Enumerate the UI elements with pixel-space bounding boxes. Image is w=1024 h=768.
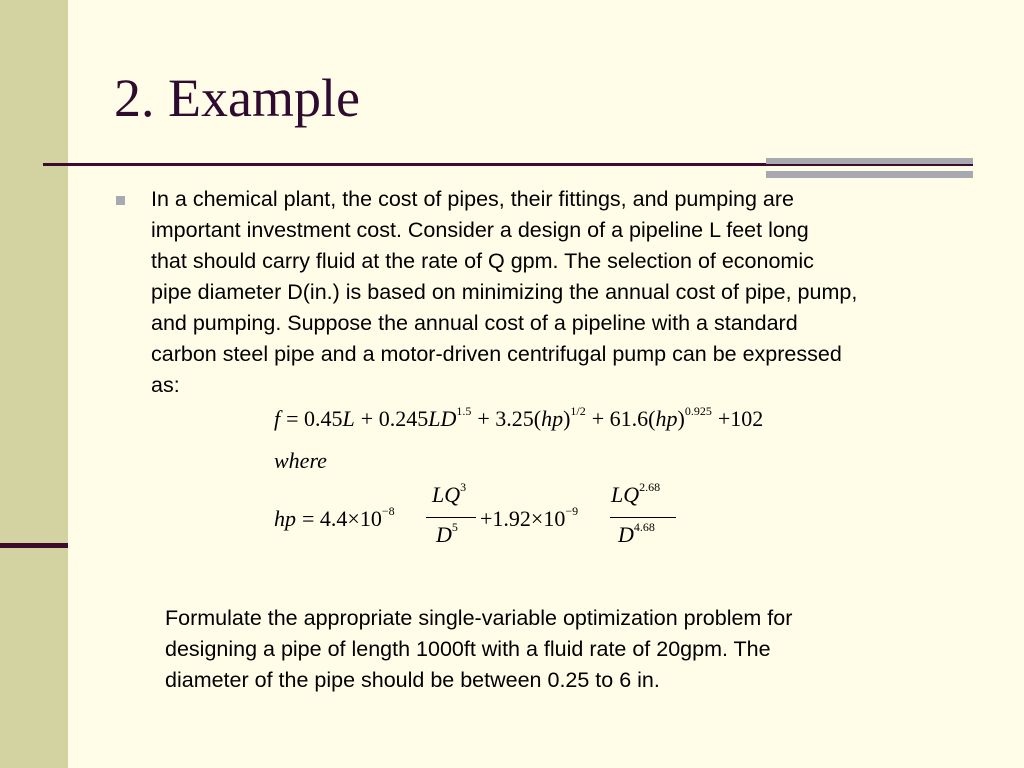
fraction-exponent: 5 [451,520,458,534]
rule-accent [766,158,973,178]
eq1-term: hp [541,406,564,431]
where-label: where [274,448,327,473]
bullet-marker [116,196,125,205]
side-band-accent [0,543,68,548]
fraction-exponent: 4.68 [633,520,655,534]
eq2-lhs: hp [274,506,296,531]
eq1-term: + 61.6( [591,406,656,431]
eq1-term: + 3.25( [477,406,542,431]
eq1-term: L [342,406,355,431]
fraction-bar [426,517,476,518]
eq2-coef: +1.92×10 [480,506,566,531]
eq2-exponent: −8 [381,504,395,518]
bullet-paragraph: In a chemical plant, the cost of pipes, their fittings, and pumping are important investment cost. Consider a design of a pipeline L feet long that should carry fluid at the rate of Q gpm. The selection of economic pipe diameter D(in.) is based on minimizing the annual cost of pipe, pump, and pumping. Suppose the annual cost of a pipeline with a standard carbon steel pipe and a motor-driven centrifugal pump can be expressed as: [151,187,858,397]
eq1-term: ) [677,406,685,431]
eq1-term: = 0.45 [286,406,343,431]
fraction-exponent: 3 [460,480,467,494]
eq1-term: LD [428,406,457,431]
eq1-term: ) [563,406,571,431]
eq1-lhs: f [274,406,281,431]
fraction-denominator: D [436,522,452,547]
eq1-exponent: 0.925 [684,404,712,418]
slide-title: 2. Example [114,68,360,128]
eq1-exponent: 1.5 [456,404,472,418]
fraction-numerator: LQ [432,482,461,507]
eq1-term: + 0.245 [360,406,429,431]
eq2-coef2-group [480,506,578,532]
fraction-denominator: D [618,522,634,547]
eq2-lhs-group [274,506,395,532]
side-band [0,0,68,768]
eq2-coef: = 4.4×10 [302,506,382,531]
task-paragraph: Formulate the appropriate single-variable optimization problem for designing a pipe of length 1000ft with a fluid rate of 20gpm. The diameter of the pipe should be between 0.25 to 6 in. [165,606,793,692]
fraction-bar [610,517,676,518]
fraction-numerator: LQ [611,482,640,507]
cost-equation [274,406,763,432]
eq2-exponent: −9 [565,504,579,518]
eq1-term: +102 [717,406,764,431]
fraction-exponent: 2.68 [639,480,661,494]
eq1-exponent: 1/2 [570,404,586,418]
eq1-term: hp [655,406,678,431]
